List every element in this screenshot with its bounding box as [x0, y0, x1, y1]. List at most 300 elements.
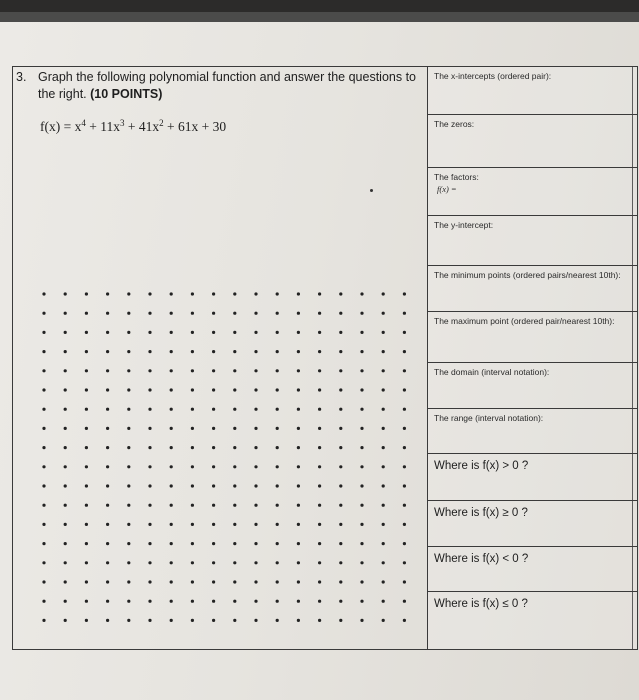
grid-dot	[360, 388, 363, 391]
grid-dot	[254, 465, 257, 468]
grid-dot	[170, 561, 173, 564]
grid-dot	[85, 388, 88, 391]
grid-dot	[360, 600, 363, 603]
grid-dot	[339, 427, 342, 430]
grid-dot	[254, 523, 257, 526]
grid-dot	[233, 542, 236, 545]
grid-dot	[42, 331, 45, 334]
grid-dot	[318, 465, 321, 468]
grid-dot	[339, 484, 342, 487]
grid-dot	[212, 331, 215, 334]
grid-dot	[297, 427, 300, 430]
grid-dot	[64, 561, 67, 564]
grid-dot	[42, 350, 45, 353]
grid-dot	[276, 312, 279, 315]
grid-dot	[127, 292, 130, 295]
grid-dot	[403, 465, 406, 468]
grid-dot	[339, 331, 342, 334]
grid-dot	[233, 465, 236, 468]
grid-dot	[64, 427, 67, 430]
exponent-4: 4	[81, 118, 86, 128]
grid-dot	[127, 504, 130, 507]
grid-dot	[106, 484, 109, 487]
grid-dot	[297, 292, 300, 295]
grid-dot	[254, 331, 257, 334]
grid-dot	[85, 408, 88, 411]
grid-dot	[42, 369, 45, 372]
grid-dot	[339, 388, 342, 391]
grid-dot	[85, 427, 88, 430]
grid-dot	[127, 350, 130, 353]
grid-dot	[382, 350, 385, 353]
grid-dot	[170, 484, 173, 487]
grid-dot	[170, 523, 173, 526]
question-points: (10 POINTS)	[90, 87, 163, 101]
grid-dot	[254, 580, 257, 583]
grid-dot	[233, 369, 236, 372]
function-lhs: f(x) = x	[40, 119, 82, 134]
grid-dot	[42, 446, 45, 449]
grid-dot	[403, 542, 406, 545]
grid-dot	[276, 446, 279, 449]
grid-dot	[339, 523, 342, 526]
grid-dot	[339, 408, 342, 411]
grid-dot	[42, 504, 45, 507]
grid-dot	[276, 292, 279, 295]
grid-dot	[42, 542, 45, 545]
grid-dot	[360, 312, 363, 315]
grid-dot	[191, 350, 194, 353]
grid-dot	[318, 523, 321, 526]
answer-where-positive[interactable]	[427, 453, 638, 500]
grid-dot	[106, 350, 109, 353]
grid-dot	[276, 408, 279, 411]
grid-dot	[403, 619, 406, 622]
grid-dot	[85, 369, 88, 372]
grid-dot	[127, 331, 130, 334]
grid-dot	[360, 350, 363, 353]
grid-dot	[297, 580, 300, 583]
grid-dot	[106, 388, 109, 391]
grid-dot	[318, 312, 321, 315]
grid-dot	[297, 523, 300, 526]
grid-dot	[85, 465, 88, 468]
grid-dot	[297, 331, 300, 334]
grid-dot	[127, 465, 130, 468]
grid-dot	[254, 312, 257, 315]
grid-dot	[85, 600, 88, 603]
term-41x: + 41x	[124, 119, 160, 134]
grid-dot	[127, 388, 130, 391]
grid-dot	[297, 542, 300, 545]
grid-dot	[64, 312, 67, 315]
grid-dot	[212, 312, 215, 315]
grid-dot	[42, 561, 45, 564]
grid-dot	[339, 465, 342, 468]
grid-dot	[170, 369, 173, 372]
grid-dot	[233, 331, 236, 334]
grid-dot	[212, 619, 215, 622]
grid-dot	[85, 331, 88, 334]
grid-dot	[191, 331, 194, 334]
grid-dot	[42, 408, 45, 411]
grid-dot	[297, 561, 300, 564]
grid-dot	[297, 465, 300, 468]
grid-dot	[191, 312, 194, 315]
grid-dot	[191, 408, 194, 411]
grid-dot	[276, 388, 279, 391]
grid-dot	[339, 504, 342, 507]
grid-dot	[297, 484, 300, 487]
grid-dot	[254, 369, 257, 372]
answer-label: The factors:	[434, 172, 479, 182]
term-61x: + 61x + 30	[163, 119, 227, 134]
grid-dot	[382, 561, 385, 564]
grid-dot	[360, 484, 363, 487]
grid-dot	[212, 446, 215, 449]
grid-dot	[318, 619, 321, 622]
grid-dot	[297, 350, 300, 353]
grid-dot	[276, 465, 279, 468]
grid-dot	[106, 600, 109, 603]
grid-dot	[127, 600, 130, 603]
grid-dot	[403, 484, 406, 487]
grid-dot	[42, 292, 45, 295]
grid-dot	[42, 312, 45, 315]
grid-dot	[297, 369, 300, 372]
grid-dot	[127, 523, 130, 526]
grid-dot	[148, 619, 151, 622]
grid-dot	[170, 446, 173, 449]
grid-dot	[42, 523, 45, 526]
grid-dot	[360, 619, 363, 622]
grid-dot	[64, 619, 67, 622]
answer-y-intercept[interactable]	[427, 215, 638, 265]
grid-dot	[339, 580, 342, 583]
grid-dot	[360, 580, 363, 583]
exponent-3: 3	[119, 118, 125, 128]
grid-dot	[191, 465, 194, 468]
grid-dot	[148, 484, 151, 487]
grid-dot	[127, 619, 130, 622]
grid-dot	[382, 427, 385, 430]
grid-dot	[403, 446, 406, 449]
grid-dot	[127, 427, 130, 430]
grid-dot	[191, 561, 194, 564]
answer-where-negative[interactable]	[427, 546, 638, 591]
grid-dot	[276, 542, 279, 545]
answer-where-nonpositive[interactable]	[427, 591, 638, 650]
grid-dot	[148, 408, 151, 411]
answer-label: Where is f(x) ≥ 0 ?	[434, 507, 528, 519]
grid-dot	[191, 600, 194, 603]
grid-dot	[339, 446, 342, 449]
grid-dot	[106, 580, 109, 583]
grid-dot	[64, 350, 67, 353]
grid-dot	[318, 484, 321, 487]
grid-dot	[382, 369, 385, 372]
answer-x-intercepts[interactable]	[427, 66, 638, 114]
grid-dot	[212, 561, 215, 564]
grid-dot	[233, 408, 236, 411]
grid-dot	[148, 446, 151, 449]
grid-dot	[212, 542, 215, 545]
grid-dot	[360, 408, 363, 411]
grid-dot	[148, 542, 151, 545]
grid-dot	[403, 292, 406, 295]
grid-dot	[276, 484, 279, 487]
answer-label: The maximum point (ordered pair/nearest 10th):	[434, 316, 615, 326]
grid-dot	[106, 619, 109, 622]
grid-dot	[318, 580, 321, 583]
grid-dot	[276, 580, 279, 583]
grid-dot	[233, 600, 236, 603]
answer-range[interactable]	[427, 408, 638, 453]
answer-label: Where is f(x) ≤ 0 ?	[434, 598, 528, 610]
grid-dot	[212, 369, 215, 372]
grid-dot	[212, 388, 215, 391]
grid-dot	[318, 446, 321, 449]
grid-dot	[339, 619, 342, 622]
grid-dot	[64, 331, 67, 334]
grid-dot	[297, 600, 300, 603]
grid-dot	[42, 619, 45, 622]
grid-dot	[191, 446, 194, 449]
grid-dot	[191, 369, 194, 372]
answer-label: The range (interval notation):	[434, 413, 544, 423]
answer-label: Where is f(x) < 0 ?	[434, 553, 529, 565]
grid-dot	[360, 523, 363, 526]
grid-dot	[127, 561, 130, 564]
grid-dot	[339, 350, 342, 353]
grid-dot	[106, 561, 109, 564]
grid-dot	[254, 504, 257, 507]
grid-dot	[339, 292, 342, 295]
grid-dot	[254, 484, 257, 487]
answer-label: The zeros:	[434, 119, 475, 129]
grid-dot	[403, 331, 406, 334]
grid-dot	[212, 523, 215, 526]
grid-dot	[212, 350, 215, 353]
grid-dot	[403, 427, 406, 430]
grid-dot	[276, 619, 279, 622]
grid-dot	[276, 561, 279, 564]
grid-dot	[148, 292, 151, 295]
grid-dot	[170, 465, 173, 468]
grid-dot	[254, 350, 257, 353]
grid-dot	[382, 292, 385, 295]
answer-zeros[interactable]	[427, 114, 638, 167]
grid-dot	[64, 465, 67, 468]
grid-dot	[254, 561, 257, 564]
grid-dot	[339, 600, 342, 603]
grid-dot	[64, 408, 67, 411]
grid-dot	[212, 600, 215, 603]
grid-dot	[318, 542, 321, 545]
grid-dot	[233, 388, 236, 391]
grid-dot	[233, 561, 236, 564]
grid-dot	[148, 465, 151, 468]
grid-dot	[360, 542, 363, 545]
question-number: 3.	[16, 70, 27, 84]
grid-dot	[42, 465, 45, 468]
grid-dot	[106, 542, 109, 545]
grid-dot	[382, 504, 385, 507]
grid-dot	[85, 580, 88, 583]
grid-dot	[254, 542, 257, 545]
grid-dot	[191, 388, 194, 391]
grid-dot	[106, 504, 109, 507]
question-prompt: Graph the following polynomial function and answer the questions to the right.	[38, 70, 417, 101]
grid-dot	[212, 427, 215, 430]
grid-dot	[360, 465, 363, 468]
grid-dot	[318, 369, 321, 372]
grid-dot	[360, 504, 363, 507]
grid-dot	[233, 484, 236, 487]
grid-dot	[85, 619, 88, 622]
grid-dot	[403, 369, 406, 372]
grid-dot	[64, 446, 67, 449]
answer-maximum-point[interactable]	[427, 311, 638, 362]
grid-dot	[360, 292, 363, 295]
grid-dot	[148, 580, 151, 583]
grid-dot	[297, 619, 300, 622]
answer-label: The y-intercept:	[434, 220, 494, 230]
grid-dot	[170, 542, 173, 545]
grid-dot	[403, 350, 406, 353]
grid-dot	[64, 523, 67, 526]
grid-dot	[191, 292, 194, 295]
grid-dot	[127, 369, 130, 372]
grid-dot	[233, 619, 236, 622]
grid-dot	[233, 350, 236, 353]
grid-dot	[360, 446, 363, 449]
grid-dot	[297, 408, 300, 411]
grid-dot	[276, 504, 279, 507]
answer-label: The minimum points (ordered pairs/nearest 10th):	[434, 270, 621, 280]
grid-dot	[127, 580, 130, 583]
grid-dot	[233, 504, 236, 507]
grid-dot	[339, 312, 342, 315]
grid-dot	[191, 523, 194, 526]
grid-dot	[360, 331, 363, 334]
grid-dot	[382, 465, 385, 468]
grid-dot	[318, 427, 321, 430]
grid-dot	[339, 542, 342, 545]
grid-dot	[403, 580, 406, 583]
grid-dot	[148, 561, 151, 564]
answer-domain[interactable]	[427, 362, 638, 408]
grid-dot	[42, 580, 45, 583]
grid-dot	[170, 600, 173, 603]
grid-dot	[233, 523, 236, 526]
grid-dot	[403, 523, 406, 526]
grid-dot	[233, 312, 236, 315]
grid-dot	[148, 600, 151, 603]
grid-dot	[318, 292, 321, 295]
grid-dot	[360, 369, 363, 372]
grid-dot	[254, 427, 257, 430]
grid-dot	[212, 292, 215, 295]
grid-dot	[297, 388, 300, 391]
grid-dot	[403, 408, 406, 411]
grid-dot	[254, 292, 257, 295]
grid-dot	[403, 388, 406, 391]
answer-factors[interactable]	[427, 167, 638, 215]
grid-dot	[212, 504, 215, 507]
grid-dot	[212, 465, 215, 468]
grid-dot	[318, 388, 321, 391]
grid-dot	[85, 292, 88, 295]
grid-dot	[382, 446, 385, 449]
answer-label: The domain (interval notation):	[434, 367, 550, 377]
grid-dot	[85, 350, 88, 353]
grid-dot	[170, 312, 173, 315]
grid-dot	[170, 504, 173, 507]
grid-dot	[318, 600, 321, 603]
grid-dot	[148, 523, 151, 526]
grid-dot	[148, 312, 151, 315]
grid-dot	[403, 561, 406, 564]
grid-dot	[106, 408, 109, 411]
grid-dot	[148, 427, 151, 430]
grid-dot	[64, 542, 67, 545]
answer-column	[427, 66, 638, 650]
grid-dot	[382, 580, 385, 583]
grid-dot	[42, 600, 45, 603]
grid-dot	[170, 292, 173, 295]
answer-minimum-points[interactable]	[427, 265, 638, 311]
grid-dot	[64, 580, 67, 583]
grid-dot	[170, 619, 173, 622]
grid-dot	[403, 600, 406, 603]
grid-dot	[339, 561, 342, 564]
grid-dot	[339, 369, 342, 372]
grid-dot	[233, 446, 236, 449]
grid-dot	[85, 504, 88, 507]
grid-dot	[318, 331, 321, 334]
answer-where-nonnegative[interactable]	[427, 500, 638, 546]
grid-dot	[170, 350, 173, 353]
grid-dot	[85, 446, 88, 449]
grid-dot	[233, 427, 236, 430]
grid-dot	[106, 369, 109, 372]
grid-dot	[191, 427, 194, 430]
answer-label: The x-intercepts (ordered pair):	[434, 71, 552, 81]
grid-dot	[106, 331, 109, 334]
grid-dot	[127, 312, 130, 315]
grid-dot	[212, 580, 215, 583]
grid-dot	[64, 388, 67, 391]
grid-dot	[64, 369, 67, 372]
grid-dot	[318, 561, 321, 564]
grid-dot	[170, 331, 173, 334]
grid-dot	[297, 312, 300, 315]
grid-dot	[85, 523, 88, 526]
grid-dot	[254, 600, 257, 603]
grid-dot	[106, 427, 109, 430]
grid-dot	[170, 427, 173, 430]
grid-dot	[170, 408, 173, 411]
grid-dot	[276, 369, 279, 372]
grid-dot	[318, 504, 321, 507]
exponent-2: 2	[159, 118, 164, 128]
grid-dot	[254, 619, 257, 622]
grid-dot	[276, 350, 279, 353]
grid-dot	[85, 542, 88, 545]
grid-dot	[85, 312, 88, 315]
grid-dot	[106, 465, 109, 468]
